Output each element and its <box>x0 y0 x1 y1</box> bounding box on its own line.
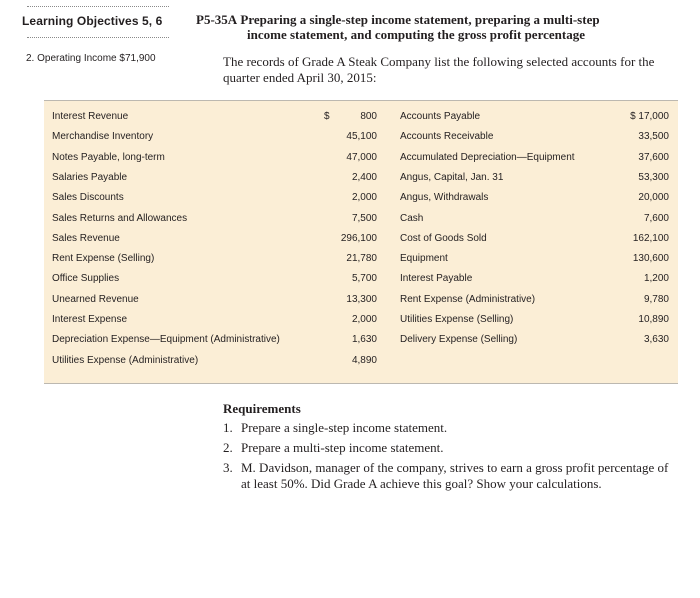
requirements-title: Requirements <box>223 401 301 416</box>
currency-symbol: $ <box>324 111 330 122</box>
account-amount: 33,500 <box>638 131 669 143</box>
account-amount: 21,780 <box>346 253 377 265</box>
account-name: Rent Expense (Administrative) <box>400 293 536 305</box>
account-row-left <box>52 107 377 127</box>
account-row-left <box>52 249 377 269</box>
account-amount: 53,300 <box>638 171 669 183</box>
problem-title-line2: income statement, and computing the gross profit percentage <box>247 27 585 42</box>
account-name: Merchandise Inventory <box>52 131 154 143</box>
account-row-right <box>400 209 669 229</box>
account-amount: 20,000 <box>638 192 669 204</box>
account-row-left <box>52 209 377 229</box>
account-row-left <box>52 310 377 330</box>
requirement-text: Prepare a single-step income statement. <box>241 420 448 435</box>
account-name: Unearned Revenue <box>52 293 139 305</box>
account-amount: 2,400 <box>351 171 377 183</box>
account-row-right <box>400 229 669 249</box>
account-amount: 1,630 <box>351 334 377 346</box>
account-row-right <box>400 107 669 127</box>
account-amount: 5,700 <box>351 273 377 285</box>
account-row-left <box>52 168 377 188</box>
account-row-right <box>400 290 669 310</box>
account-row-left <box>52 188 377 208</box>
account-row-right <box>400 148 669 168</box>
requirement-text: Prepare a multi-step income statement. <box>241 440 444 455</box>
requirements-list <box>223 420 673 492</box>
account-row-left <box>52 269 377 289</box>
account-name: Interest Payable <box>400 273 473 285</box>
account-name: Cost of Goods Sold <box>400 232 487 244</box>
account-name: Sales Revenue <box>52 232 120 244</box>
account-amount: 2,000 <box>351 192 377 204</box>
account-row-left <box>52 127 377 147</box>
account-row-right <box>400 330 669 350</box>
problem-number: P5-35A <box>196 12 238 27</box>
requirement-item <box>223 440 673 456</box>
account-name: Angus, Capital, Jan. 31 <box>400 171 504 183</box>
account-name: Accounts Receivable <box>400 131 494 143</box>
problem-heading <box>196 12 666 42</box>
account-row-left <box>52 351 377 371</box>
account-name: Interest Revenue <box>52 111 129 122</box>
account-name: Equipment <box>400 253 448 265</box>
account-amount: 13,300 <box>346 293 377 305</box>
account-row-right <box>400 168 669 188</box>
check-figure-note: 2. Operating Income $71,900 <box>26 53 156 64</box>
account-amount: 130,600 <box>632 253 669 265</box>
account-name: Sales Returns and Allowances <box>52 212 188 224</box>
account-name: Accounts Payable <box>400 111 481 122</box>
account-amount: 47,000 <box>346 151 377 163</box>
account-name: Angus, Withdrawals <box>400 192 489 204</box>
account-name: Sales Discounts <box>52 192 124 204</box>
sidebar-middle-rule <box>27 37 169 38</box>
sidebar-top-rule <box>27 6 169 7</box>
requirement-item <box>223 460 673 492</box>
account-amount: 37,600 <box>638 151 669 163</box>
requirements-section <box>223 401 673 496</box>
account-amount: 162,100 <box>632 232 669 244</box>
account-row-left <box>52 148 377 168</box>
account-name: Utilities Expense (Selling) <box>400 314 514 325</box>
account-name: Cash <box>400 212 424 224</box>
account-name: Office Supplies <box>52 273 120 285</box>
account-row-right <box>400 269 669 289</box>
problem-intro: The records of Grade A Steak Company list the following selected accounts for the quarter ended April 30, 2015: <box>223 54 655 85</box>
account-name: Rent Expense (Selling) <box>52 253 155 265</box>
account-amount: 296,100 <box>340 232 377 244</box>
account-amount: 9,780 <box>643 293 669 305</box>
account-name: Accumulated Depreciation—Equipment <box>400 151 575 163</box>
account-name: Depreciation Expense—Equipment (Administrative) <box>52 334 280 346</box>
account-name: Interest Expense <box>52 314 128 325</box>
account-amount: 3,630 <box>643 334 669 346</box>
account-amount: 45,100 <box>346 131 377 143</box>
account-row-right <box>400 249 669 269</box>
account-row-right <box>400 127 669 147</box>
account-amount: 4,890 <box>351 354 377 366</box>
account-row-left <box>52 290 377 310</box>
requirement-text: M. Davidson, manager of the company, strives to earn a gross profit percentage of at least 50%. Did Grade A achieve this goal? Show your calculations. <box>241 460 669 491</box>
account-amount: 1,200 <box>643 273 669 285</box>
account-name: Notes Payable, long-term <box>52 151 165 163</box>
account-amount: 2,000 <box>351 314 377 325</box>
account-name: Utilities Expense (Administrative) <box>52 354 199 366</box>
problem-title-line1: Preparing a single-step income statement, preparing a multi-step <box>240 12 600 27</box>
account-amount: 800 <box>360 111 377 122</box>
learning-objectives-title: Learning Objectives 5, 6 <box>22 14 163 28</box>
requirement-number: 1. <box>223 420 233 435</box>
account-amount: 10,890 <box>638 314 669 325</box>
requirement-number: 2. <box>223 440 233 455</box>
account-row-right <box>400 188 669 208</box>
account-name: Salaries Payable <box>52 171 128 183</box>
requirement-item <box>223 420 673 436</box>
account-amount: $ 17,000 <box>630 111 669 122</box>
account-amount: 7,500 <box>351 212 377 224</box>
requirement-number: 3. <box>223 460 233 475</box>
account-row-right <box>400 310 669 330</box>
account-name: Delivery Expense (Selling) <box>400 334 518 346</box>
account-row-left <box>52 229 377 249</box>
account-amount: 7,600 <box>643 212 669 224</box>
account-row-left <box>52 330 377 350</box>
